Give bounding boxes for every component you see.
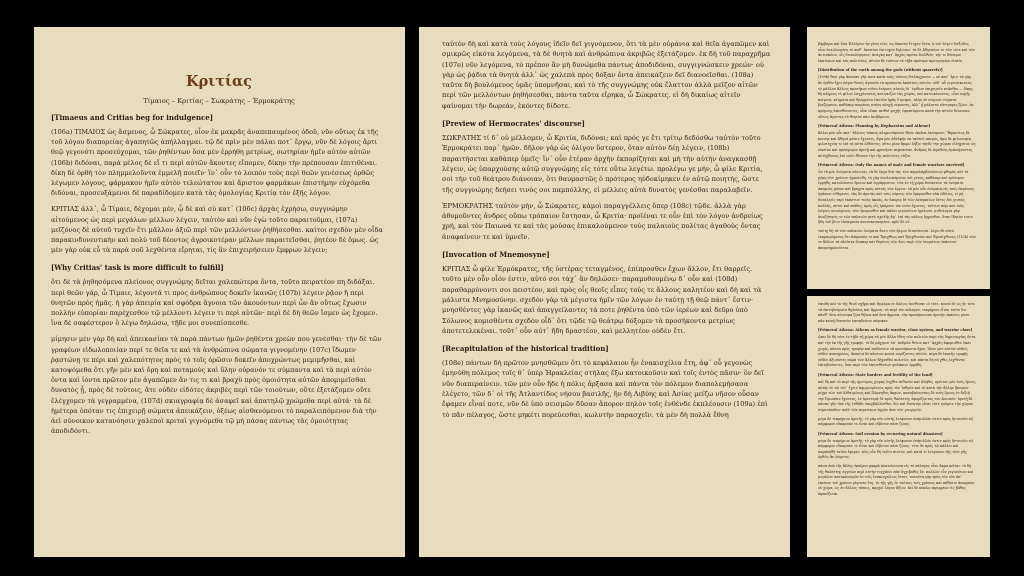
section-heading: [Primeval Athens: Only the names of male and female warriors survived]: [818, 163, 965, 168]
paragraph: ἙΡΜΟΚΡΑΤΗΣ ταὐτὸν μήν, ὦ Σώκρατες, κἀμοὶ παραγγέλλεις ὅπερ (108c) τῷδε. ἀλλὰ γὰρ ἀθυμοῦντες ἄνδρες οὔπω τρόπαιον ἔστησαν, ὦ Κριτία· προϊέναι τε οὖν ἐπὶ τὸν λόγον ἀνδρείως χρή, καὶ τὸν Παιωνά τε καὶ τὰς μούσας ἐπικαλούμενον τοὺς παλαιοὺς πολίτας ἀγαθοὺς ὄντας ἀναφαίνειν τε καὶ ὑμνεῖν.: [442, 201, 763, 241]
section-heading: [Recapitulation of the historical tradition]: [442, 344, 609, 354]
paragraph: ὅτι δὲ τὰ ῥηθησόμενα πλείονος συγγνώμης δεῖται χαλεπώτερα ὄντα, τοῦτο πειρατέον πη διδάξαι. περὶ θεῶν γάρ, ὦ Τίμαιε, λέγοντά τι πρὸς ἀνθρώπους δοκεῖν ἱκανῶς (107b) λέγειν ῥᾷον ἢ περὶ θνητῶν πρὸς ἡμᾶς. ἡ γὰρ ἀπειρία καὶ σφόδρα ἄγνοια τῶν ἀκουόντων περὶ ὧν ἂν οὕτως ἔχωσιν πολλὴν εὐπορίαν παρέχεσθον τῷ μέλλοντι λέγειν τι περὶ αὐτῶν· περὶ δὲ δὴ θεῶν ἴσμεν ὡς ἔχομεν. ἵνα δὲ σαφέστερον ὃ λέγω δηλώσω, τῇδε μοι συνεπίσπεσθε.: [51, 278, 378, 328]
paragraph: ΚΡΙΤΙΑΣ ἀλλ᾽, ὦ Τίμαιε, δέχομαι μέν, ᾧ δὲ καὶ σὺ κατ᾽ (106c) ἀρχὰς ἐχρήσω, συγγνώμην αἰτούμενος ὡς περὶ μεγάλων μέλλων λέγειν, ταὐτὸν καὶ νῦν ἐγὼ τοῦτο παραιτοῦμαι, (107a) μεῖζόνος δὲ αὐτοῦ τυχεῖν ἔτι μᾶλλον ἀξιῶ περὶ τῶν μελλόντων ῥηθήσεσθαι. καίτοι σχεδὸν μὲν οἶδα παρακινδυνευτικὴν καὶ πολὺ τοῦ δέοντος ἀγροικοτέραν μέλλων παραιτεῖσθαι, ῥητέον δὲ ὅμως. ὡς μὲν γὰρ οὐκ εὖ τὰ παρὰ σοῦ λεχθέντα εἴρηται, τίς ἂν ἐπιχειρήσειεν ἔμφρων λέγειν;: [51, 205, 383, 255]
paragraph: ὧν τὰ μὲν ὀνόματα σέσωται, τὰ δὲ ἔργα διὰ τὰς τῶν παραλαμβανόντων φθορὰς καὶ τὰ μήκη τῶν χρόνων ἠφανίσθη. τὸ γὰρ ὑπολειπόμενον ἀεὶ γένος, καθάπερ καὶ πρότερον ἐρρήθη, κατελείπετο ὄρειον καὶ ἀγράμματον, τῶν ἐν τῇ χώρᾳ δυναστῶν τὰ ὀνόματα ἀκηκοὸς μόνον καὶ βραχέα πρὸς αὐτοῖς τῶν ἔργων. τὰ μὲν οὖν ὀνόματα εἰς τοὺς ἐκγόνους ἠγάπων τιθέμενοι, τὰς δὲ ἀρετὰς καὶ τοὺς νόμους τῶν ἔμπροσθεν οὐκ εἰδότες, εἰ μὴ δυσκλεεῖς περὶ ἑκάστων τινὰς ἀκοάς, ἐν ἀπορίᾳ δὲ τῶν ἀναγκαίων ὄντες ἐπὶ γενεὰς πολλάς, αὐτοὶ καὶ παῖδες, πρὸς οἷς ἠπόρουν τὸν νοῦν ἔχοντες, τούτων πέρι καὶ τοὺς λόγους ποιούμενοι, τῶν ἔμπροσθεν καὶ πάλαι γεγονότων ἠμέλουν. μυθολογία γὰρ ἀναζήτησίς τε τῶν παλαιῶν μετὰ σχολῆς ἅμ᾽ ἐπὶ τὰς πόλεις ἔρχεσθον, ὅταν ἴδητόν τισιν ἤδη τοῦ βίου τἀναγκαῖα κατεσκευασμένα, πρὶν δὲ οὔ.: [818, 170, 975, 225]
section-heading: [Distribution of the earth among the gods (without quarrels)]: [818, 68, 943, 73]
paragraph: ταὐτὸν δὴ καὶ κατὰ τοὺς λόγους ἰδεῖν δεῖ γιγνόμενον, ὅτι τὰ μὲν οὐράνια καὶ θεῖα ἀγαπῶμεν καὶ σμικρῶς εἰκότα λεγόμενα, τὰ δὲ θνητὰ καὶ ἀνθρώπινα ἀκριβῶς ἐξετάζομεν. ἐκ δὴ τοῦ παραχρῆμα (107e) νῦν λεγόμενα, τὸ πρέπον ἂν μὴ δυνώμεθα πάντως ἀποδιδόναι, συγγιγνώσκειν χρεών· οὐ γὰρ ὡς ῥᾴδια τὰ θνητὰ ἀλλ᾽ ὡς χαλεπὰ πρὸς δόξαν ὄντα ἀπεικάζειν δεῖ διανοεῖσθαι. (108a) ταῦτα δὴ βουλόμενος ὑμᾶς ὑπομνῆσαι, καὶ τὸ τῆς συγγνώμης οὐκ ἔλαττον ἀλλὰ μεῖζον αἰτῶν περὶ τῶν μελλόντων ῥηθήσεσθαι, πάντα ταῦτα εἴρηκα, ὦ Σώκρατες. εἰ δὴ δικαίως αἰτεῖν φαίνομαι τὴν δωρεάν, ἑκόντες δίδοτε.: [442, 40, 771, 110]
paragraph: ΣΩΚΡΑΤΗΣ τί δ᾽ οὐ μέλλομεν, ὦ Κριτία, διδόναι; καὶ πρός γε ἔτι τρίτῳ δεδόσθω ταὐτὸν τοῦτο Ἑρμοκράτει παρ᾽ ἡμῶν. δῆλον γὰρ ὡς ὀλίγον ὕστερον, ὅταν αὐτὸν δέῃ λέγειν, (108b) παραιτήσεται καθάπερ ὑμεῖς· ἵν᾽ οὖν ἑτέραν ἀρχὴν ἐκπορίζηται καὶ μὴ τὴν αὐτὴν ἀναγκασθῇ λέγειν, ὡς ὑπαρχούσης αὐτῷ συγγνώμης εἰς τότε οὕτω λεγέτω. προλέγω γε μήν, ὦ φίλε Κριτία, σοὶ τὴν τοῦ θεάτρου διάνοιαν, ὅτι θαυμαστῶς ὁ πρότερος ηὐδοκίμηκεν ἐν αὐτῷ ποιητής, ὥστε τῆς συγγνώμης δεήσει τινὸς σοι παμπόλλης, εἰ μέλλεις αὐτὰ δυνατὸς γενέσθαι παραλαβεῖν.: [442, 134, 763, 194]
page-2: [419, 27, 790, 557]
paragraph: ἐπειδὴ καὶ τὸ τῆς θεοῦ σχῆμα καὶ ἄγαλμα ἐν ὅπλοις ἀνέθεσαν οἱ τότε, κοινὰ δὲ ὡς ἦν τότε τὰ ἐπιτηδεύματα θηλείαις καὶ ἄρρεσι, τὰ περὶ τὸν πόλεμον, τεκμήριον εἶναι τοῦτο ὅτι πάνθ᾽ ὅσα σύννομα ζῷα θήλεα καὶ ὅσα ἄρρενα, τὴν προσήκουσαν ἀρετὴν ἑκάστῳ γένει πᾶν κοινῇ δυνατὸν ἐπιτηδεύειν πέφυκεν.: [818, 302, 975, 323]
section-heading: [Primeval Athens: Planning by Hephaestus and Athene]: [818, 124, 931, 129]
paragraph: βάρβαρα καὶ ὅσα Ἑλλήνων ἦν γένη τότε, ὡς ἕκαστα ἔτυχεν ὄντα, ἡ τοῦ λόγου διέξοδος οἷον ἀνειλουμένη τὸ καθ᾽ ἕκαστον ἐπιτυχὸν δηλώσει· τὰ δὲ Ἀθηναίων τε τῶν τότε καὶ τῶν ἀντιπάλων, οἷς διεπολέμησαν, ἀνάγκη κατ᾽ ἀρχὰς πρῶτα διελθεῖν, τήν τε δύναμιν ἑκατέρων καὶ τὰς πολιτείας. αὐτῶν δὲ τούτων τὰ τῇδε πρότερα προτιμητέον εἰπεῖν.: [818, 42, 976, 63]
document-title: Κριτίας: [185, 73, 253, 90]
paragraph: μέγα δὲ τεκμήριον ἀρετῆς· τὸ γὰρ νῦν αὐτῆς λείψανον ἐνάμιλλόν ἐστιν πρὸς ἥντινοῦν τῷ πάμφορον εὔκαρπόν τε εἶναι καὶ εὔβοτον πᾶσι ζῴοις.: [818, 416, 974, 427]
paragraph: ταύτῃ δὴ τὰ τῶν παλαιῶν ὀνόματα ἄνευ τῶν ἔργων διασέσωται. λέγω δὲ αὐτὸ τεκμαιρόμενος ὅτι Κέκροπός τε καὶ Ἐρεχθέως καὶ Ἐριχθονίου καὶ Ἐρυσίχθονος (110b) τῶν τε ἄλλων τὰ πλεῖστα ὅσαπερ καὶ Θησέως τῶν ἄνω περὶ τῶν ὀνομάτων ἑκάστων ἀπομνημονεύεται.: [818, 229, 976, 250]
page-4-thumbnail[interactable]: [807, 296, 990, 557]
paragraph: μέγα δὲ τεκμήριον ἀρετῆς· τὸ γὰρ νῦν αὐτῆς λείψανον ἐνάμιλλόν ἐστιν πρὸς ἥντινοῦν τῷ πάμφορον εὔκαρπόν τε εἶναι καὶ εὔβοτον πᾶσι ζῴοις· τότε δὲ πρὸς τῷ κάλλει καὶ παμπληθῆ ταῦτα ἔφερεν. πῶς οὖν δὴ τοῦτο πιστόν, καὶ κατὰ τί λείψανον τῆς τότε γῆς ὀρθῶς ἂν λέγοιτο;: [818, 438, 974, 460]
paragraph: ᾤκει δὲ δὴ τότε ἐν τῇδε τῇ χώρᾳ τὰ μὲν ἄλλα ἔθνη τῶν πολιτῶν περὶ τὰς δημιουργίας ὄντα καὶ τὴν ἐκ τῆς γῆς τροφήν, τὸ δὲ μάχιμον ὑπ᾽ ἀνδρῶν θείων κατ᾽ ἀρχὰς ἀφορισθὲν ᾤκει χωρίς, πάντα πρὸς τροφὴν καὶ παίδευσιν τὰ προσήκοντα ἔχον, ἴδιον μὲν αὐτῶν οὐδεὶς οὐδὲν κεκτημένος, ἅπαντα δὲ πάντων κοινὰ νομίζοντες αὑτῶν, πέρα δὲ ἱκανῆς τροφῆς οὐδὲν ἀξιοῦντες παρὰ τῶν ἄλλων δέχεσθαι πολιτῶν, καὶ πάντα δὴ τὰ χθὲς λεχθέντα ἐπιτηδεύοντες, ὅσα περὶ τῶν ὑποτεθέντων φυλάκων ἐρρήθη.: [818, 335, 976, 368]
section-heading: [Timaeus and Critias beg for indulgence]: [51, 113, 214, 122]
section-heading: [Primeval Athens: Athens as female warrior, class system, and warrior class]: [818, 328, 973, 333]
paragraph: (108e) πάντων δὴ πρῶτον μνησθῶμεν ὅτι τὸ κεφάλαιον ἦν ἐνακισχίλια ἔτη, ἀφ᾽ οὗ γεγονὼς ἐμηνύθη πόλεμος τοῖς θ᾽ ὑπὲρ Ἡρακλείας στήλας ἔξω κατοικοῦσιν καὶ τοῖς ἐντὸς πᾶσιν· ὃν δεῖ νῦν διαπεραίνειν. τῶν μὲν οὖν ἥδε ἡ πόλις ἄρξασα καὶ πάντα τὸν πόλεμον διαπολεμήσασα ἐλέγετο, τῶν δ᾽ οἱ τῆς Ἀτλαντίδος νήσου βασιλῆς, ἣν δὴ Λιβύης καὶ Ἀσίας μείζω νῆσον οὖσαν ἔφαμεν εἶναί ποτε, νῦν δὲ ὑπὸ σεισμῶν δῦσαν ἄπορον πηλὸν τοῖς ἐνθένδε ἐκπλέουσιν (109a) ἐπὶ τὸ πᾶν πέλαγος, ὥστε μηκέτι πορεύεσθαι, κωλυτὴν παρασχεῖν. τὰ μὲν δὴ πολλὰ ἔθνη: [442, 359, 768, 419]
paragraph: πᾶσα ἀπὸ τῆς ἄλλης ἠπείρου μακρὰ ἀνατείνουσα εἰς τὸ πέλαγος οἷον ἄκρα κεῖται· τὸ δὴ τῆς θαλάττης ἀγγεῖον περὶ αὐτὴν τυγχάνει πᾶν ἀγχιβαθὲς ὄν. πολλῶν οὖν γεγονότων καὶ μεγάλων κατακλυσμῶν ἐν τοῖς ἐνακισχιλίοις ἔτεσι, τοσαῦτα γὰρ πρὸς τὸν νῦν ἀπ᾽ ἐκείνου τοῦ χρόνου γέγονεν ἔτη, τὸ τῆς γῆς ἐν τούτοις τοῖς χρόνοις καὶ πάθεσιν ἀπορρέον οὐ χῶμα, ὡς ἐν ἄλλοις τόποις, προχοῖ λόγου ἄξιον, ἀεὶ δὲ κύκλῳ περιρρέον εἰς βάθος ἀφανίζεται.: [818, 464, 975, 497]
paragraph: (106a) ΤΙΜΑΙΟΣ ὡς ἄσμενος, ὦ Σώκρατες, οἷον ἐκ μακρᾶς ἀναπεπαυμένος ὁδοῦ, νῦν οὕτως ἐκ τῆς τοῦ λόγου διαπορείας ἀγαπητῶς ἀπήλλαγμαι. τῷ δὲ πρὶν μὲν πάλαι ποτ᾽ ἔργῳ, νῦν δὲ λόγοις ἄρτι θεῷ γεγονότι προσεύχομαι, τῶν ῥηθέντων ὅσα μὲν ἐρρήθη μετρίως, σωτηρίαν ἡμῖν αὐτὸν αὐτῶν (106b) διδόναι, παρὰ μέλος δὲ εἴ τι περὶ αὐτῶν ἄκοντες εἴπομεν, δίκην τὴν πρέπουσαν ἐπιτιθέναι. δίκη δὲ ὀρθὴ τὸν πλημμελοῦντα ἐμμελῆ ποιεῖν· ἵν᾽ οὖν τὸ λοιπὸν τοὺς περὶ θεῶν γενέσεως ὀρθῶς λέγωμεν λόγους, φάρμακον ἡμῖν αὐτὸν τελεώτατον καὶ ἄριστον φαρμάκων ἐπιστήμην εὐχόμεθα διδόναι, προσευξάμενοι δὲ παραδίδομεν κατὰ τὰς ὁμολογίας Κριτίᾳ τὸν ἑξῆς λόγον.: [51, 128, 379, 198]
page-1: [34, 27, 405, 557]
paragraph: μίμησιν μὲν γὰρ δὴ καὶ ἀπεικασίαν τὰ παρὰ πάντων ἡμῶν ῥηθέντα χρεὼν που γενέσθαι· τὴν δὲ τῶν γραφέων εἰδωλοποιίαν περί τε θεῖα τε καὶ τὰ ἀνθρώπινα σώματα γιγνομένην (107c) ἴδωμεν ῥᾳστώνῃ τε πέρι καὶ χαλεπότητος πρὸς τὸ τοῖς ὁρῶσιν δοκεῖν ἀποχρώντως μεμιμῆσθαι, καὶ κατοψόμεθα ὅτι γῆν μὲν καὶ ὄρη καὶ ποταμοὺς καὶ ὕλην οὐρανόν τε σύμπαντα καὶ τὰ περὶ αὐτὸν ὄντα καὶ ἰόντα πρῶτον μὲν ἀγαπῶμεν ἄν τις τι καὶ βραχὺ πρὸς ὁμοιότητα αὐτῶν ἀπομιμεῖσθαι δυνατὸς ᾖ, πρὸς δὲ τούτοις, ἅτε οὐδὲν εἰδότες ἀκριβὲς περὶ τῶν τοιούτων, οὔτε ἐξετάζομεν οὔτε ἐλέγχομεν τὰ γεγραμμένα, (107d) σκιαγραφίᾳ δὲ ἀσαφεῖ καὶ ἀπατηλῷ χρώμεθα περὶ αὐτά· τὰ δὲ ἡμέτερα ὁπόταν τις ἐπιχειρῇ σώματα ἀπεικάζειν, ὀξέως αἰσθανόμενοι τὸ παραλειπόμενον διὰ τὴν ἀεὶ σύνοικον κατανόησιν χαλεποὶ κριταὶ γιγνόμεθα τῷ μὴ πάσας πάντως τὰς ὁμοιότητας ἀποδιδόντι.: [51, 335, 382, 436]
section-heading: [Invocation of Mnemosyne]: [442, 250, 550, 260]
document-subtitle: Τίμαιος – Κριτίας – Σωκράτης – Ἑρμοκράτης: [143, 97, 295, 105]
paragraph: (109b) θεοὶ γὰρ ἅπασαν γῆν ποτε κατὰ τοὺς τόπους διελάγχανον — οὐ κατ᾽ ἔριν· οὐ γὰρ ἂν ὀρθὸν ἔχοι λόγον θεοὺς ἀγνοεῖν τὰ πρέποντα ἑκάστοις αὐτῶν, οὐδ᾽ αὖ γιγνώσκοντας τὸ μᾶλλον ἄλλοις προσῆκον τοῦτο ἑτέρους αὑτοῖς δι᾽ ἐρίδων ἐπιχειρεῖν κτᾶσθαι — δίκης δὴ κλήροις τὸ φίλον λαγχάνοντες κατῴκιζον τὰς χώρας, καὶ κατοικίσαντες, οἷον νομῆς ποίμνια, κτήματα καὶ θρέμματα ἑαυτῶν ἡμᾶς ἔτρεφον, πλὴν οὐ σώμασι σώματα βιαζόμενοι, καθάπερ ποιμένες κτήνη πληγῇ νέμοντες, ἀλλ᾽ ᾗ μάλιστα εὔστρεφες ζῷον, ἐκ πρύμνης ἀπευθύνοντες, οἷον οἴακι πειθοῖ ψυχῆς ἐφαπτόμενοι κατὰ τὴν αὑτῶν διάνοιαν, οὕτως ἄγοντες τὸ θνητὸν πᾶν ἐκυβέρνων.: [818, 75, 974, 119]
section-heading: [Primeval Athens: Soil erosion by recurring natural disasters]: [818, 431, 943, 436]
section-heading: [Why Critias' task is more difficult to fulfill]: [51, 263, 224, 273]
paragraph: καὶ δὴ καὶ τὸ περὶ τῆς ἡμετέρας χώρας λεχθὲν πιθανὸν καὶ ἀληθὲς, πρῶτον μὲν τοὺς ὅρους αὐτὴν ἐν τῷ τότ᾽ ἔχειν ἀφωρισμένους πρὸς τὸν Ἰσθμὸν καὶ τὸ κατὰ τὴν ἄλλην ἤπειρον μέχρι τῶν τοῦ Κιθαιρῶνος καὶ Πάρνηθος ἄκρων, καταβαίνοντας δὲ τοὺς ὅρους ἐν δεξιᾷ τὴν Ὠρωπίαν ἔχοντας, ἐν ἀριστερᾷ δὲ πρὸς θαλάττης ἀφορίζοντας τὸν Ἀσωπόν· ἀρετῇ δὲ πᾶσαν γῆν ὑπὸ τῆς ἐνθάδε ὑπερβάλλεσθαι, διὸ καὶ δυνατὴν εἶναι τότε τρέφειν τὴν χώραν στρατόπεδον πολὺ τῶν περιοίκων ἀργὸν ἀπὸ τῶν γεωργιῶν.: [818, 379, 976, 412]
paragraph: ἄλλοι μὲν οὖν κατ᾽ ἄλλους τόπους κληρωσάμενοι θεῶν ἐκεῖνα ἐκόσμουν, Ἥφαιστος δὲ κοινὴν καὶ Ἀθηνᾶ φύσιν ἔχοντες, ἅμα μὲν ἀδελφὴν ἐκ ταὐτοῦ πατρός, ἅμα δὲ φιλοσοφίᾳ φιλοτεχνίᾳ τε ἐπὶ τὰ αὐτὰ ἐλθόντες, οὕτω μίαν ἄμφω λῆξιν τήνδε τὴν χώραν εἰλήχατον ὡς οἰκείαν καὶ πρόσφορον ἀρετῇ καὶ φρονήσει πεφυκυῖαν, ἄνδρας δὲ ἀγαθοὺς ἐμποιήσαντες αὐτόχθονας ἐπὶ νοῦν ἔθεσαν τὴν τῆς πολιτείας τάξιν.: [818, 131, 976, 158]
paragraph: ΚΡΙΤΙΑΣ ὦ φίλε Ἑρμόκρατες, τῆς ὑστέρας τεταγμένος, ἐπίπροσθεν ἔχων ἄλλον, ἔτι θαρρεῖς. τοῦτο μὲν οὖν οἷόν ἐστιν, αὐτό σοι τάχ᾽ ἂν δηλώσει· παραμυθουμένῳ δ᾽ οὖν καὶ (108d) παραθαρρύνοντι σοι πειστέον, καὶ πρὸς οἷς θεοῖς εἶπες τούς τε ἄλλους καλητέον καὶ δὴ καὶ τὰ μάλιστα Μνημοσύνην. σχεδὸν γὰρ τὰ μέγιστα ἡμῖν τῶν λόγων ἐν ταύτῃ τῇ θεῷ πάντ᾽ ἔστιν· μνησθέντες γὰρ ἱκανῶς καὶ ἀπαγγείλαντες τά ποτε ῥηθέντα ὑπὸ τῶν ἱερέων καὶ δεῦρο ὑπὸ Σόλωνος κομισθέντα σχεδὸν οἶδ᾽ ὅτι τῷδε τῷ θεάτρῳ δόξομεν τὰ προσήκοντα μετρίως ἀποτετελεκέναι. τοῦτ᾽ οὖν αὐτ᾽ ἤδη δραστέον, καὶ μελλητέον οὐδὲν ἔτι.: [442, 265, 762, 335]
section-heading: [Primeval Athens: State borders and fertility of the land]: [818, 372, 933, 377]
page-3-thumbnail[interactable]: [807, 27, 990, 289]
section-heading: [Preview of Hermocrates' discourse]: [442, 119, 585, 129]
